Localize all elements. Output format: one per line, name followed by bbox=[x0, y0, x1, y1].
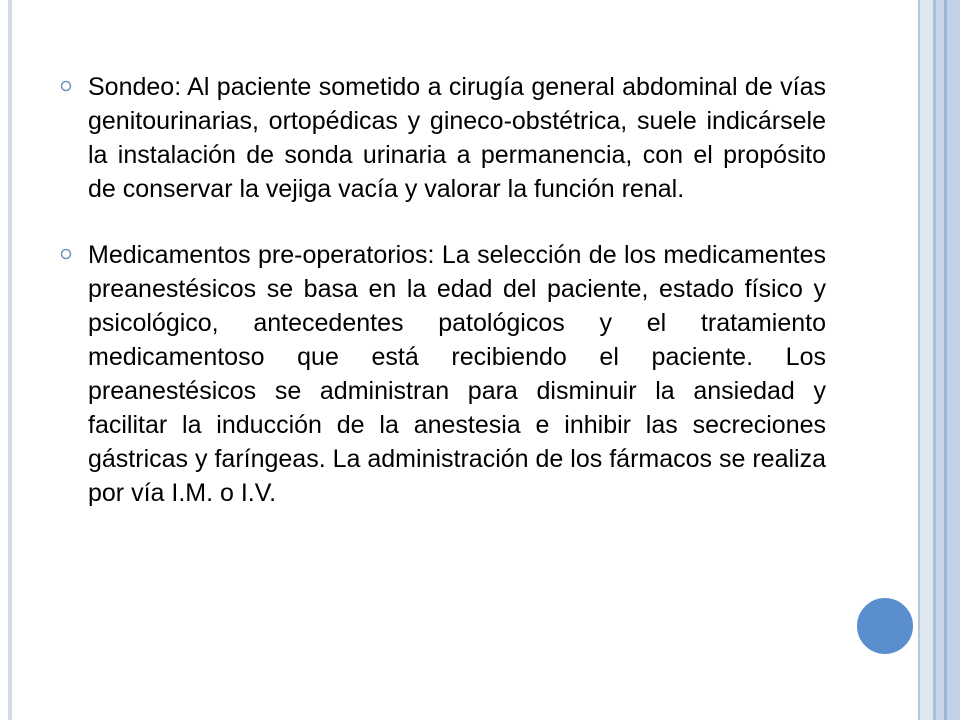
left-border-line bbox=[8, 0, 12, 720]
ring-bullet-icon bbox=[60, 248, 72, 260]
right-decorative-bars bbox=[918, 0, 960, 720]
decor-bar bbox=[936, 0, 944, 720]
ring-bullet-icon bbox=[60, 80, 72, 92]
bullet-item-medicamentos bbox=[60, 238, 826, 510]
decor-bar bbox=[920, 0, 933, 720]
bullet-item-sondeo bbox=[60, 70, 826, 206]
bullet-text: Medicamentos pre-operatorios: La selección de los medicamentes preanestésicos se basa en la edad del paciente, estado físico y psicológico, antecedentes patológicos y el tratamiento medicamentoso que está recibiendo el paciente. Los preanestésicos se administran para disminuir la ansiedad y facilitar la inducción de la anestesia e inhibir las secreciones gástricas y faríngeas. La administración de los fármacos se realiza por vía I.M. o I.V. bbox=[88, 241, 826, 507]
slide-body bbox=[60, 70, 826, 542]
bullet-text: Sondeo: Al paciente sometido a cirugía general abdominal de vías genitourinarias, ortopédicas y gineco-obstétrica, suele indicársele la instalación de sonda urinaria a permanencia, con el propósito de conservar la vejiga vacía y valorar la función renal. bbox=[88, 73, 826, 203]
decor-bar bbox=[947, 0, 960, 720]
decorative-circle bbox=[855, 596, 915, 656]
